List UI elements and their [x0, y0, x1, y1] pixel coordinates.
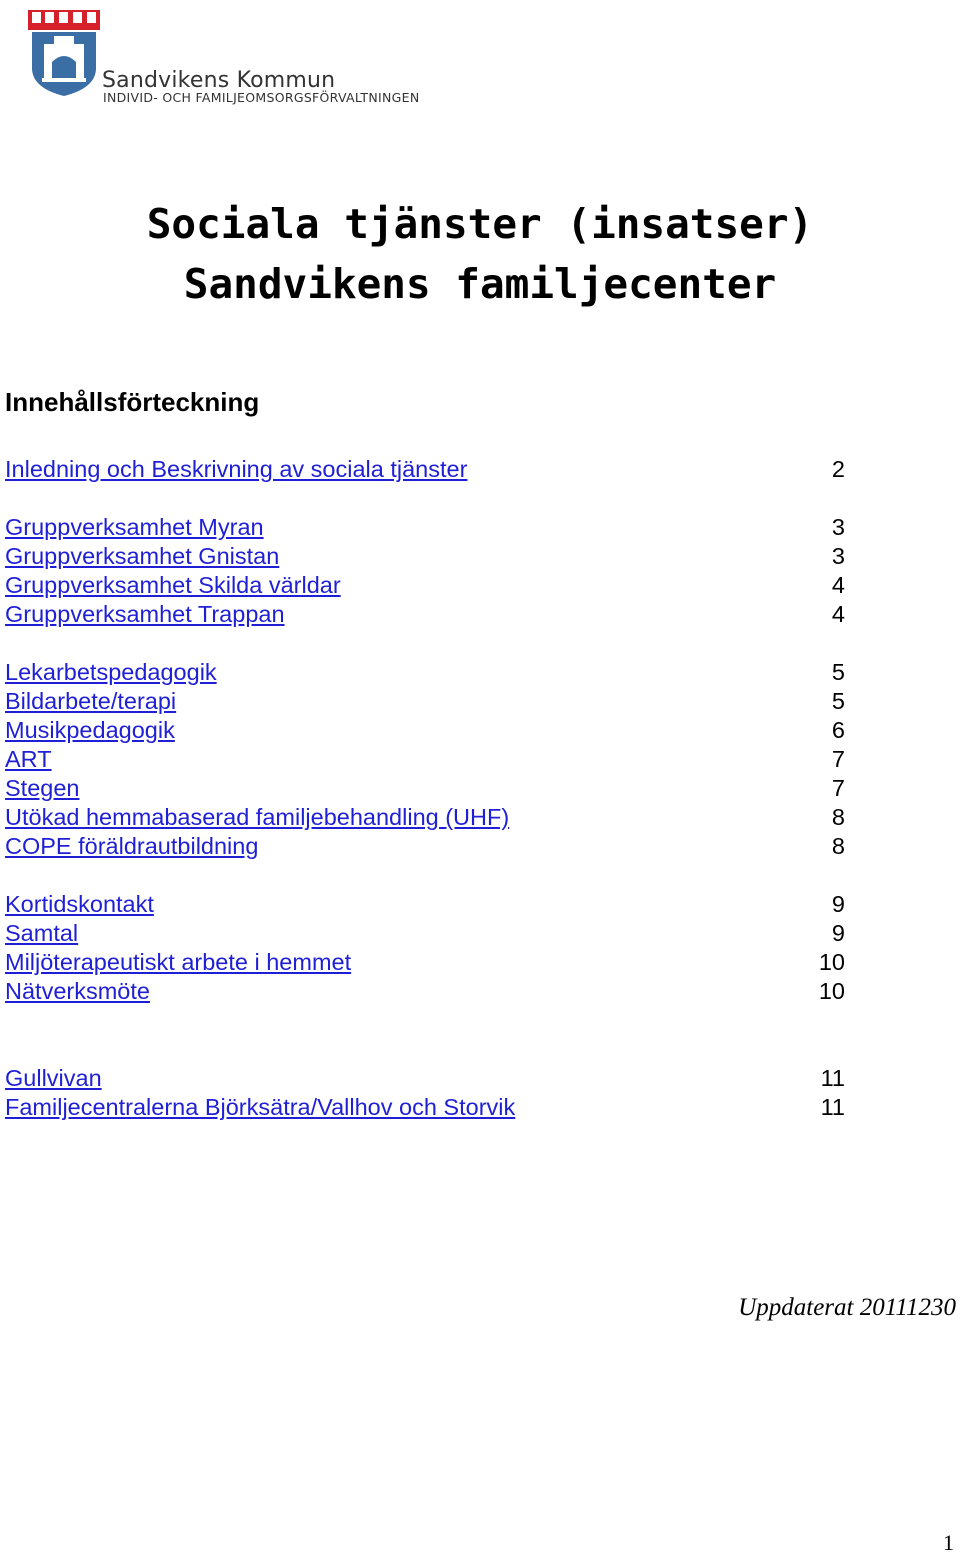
- toc-link[interactable]: Samtal: [5, 920, 79, 946]
- toc-link[interactable]: Gruppverksamhet Myran: [5, 514, 264, 540]
- toc-entry: [5, 571, 845, 600]
- page-number: 1: [943, 1530, 954, 1555]
- toc-entry: [5, 513, 845, 542]
- toc-page-number: 8: [831, 804, 845, 830]
- toc-page-number: 8: [831, 833, 845, 859]
- toc-entry: [5, 600, 845, 629]
- toc-link[interactable]: Kortidskontakt: [5, 891, 154, 917]
- toc-page-number: 5: [831, 688, 845, 714]
- toc-link[interactable]: Utökad hemmabaserad familjebehandling (UHF): [5, 804, 510, 830]
- org-name: Sandvikens Kommun: [102, 68, 336, 93]
- toc-link[interactable]: Gullvivan: [5, 1065, 102, 1091]
- toc-entry: [5, 948, 845, 977]
- toc-page-number: 10: [818, 978, 845, 1004]
- toc-link[interactable]: Lekarbetspedagogik: [5, 659, 217, 685]
- toc-page-number: 3: [831, 543, 845, 569]
- toc-entry: [5, 1064, 845, 1093]
- toc-entry: [5, 890, 845, 919]
- toc-link[interactable]: Miljöterapeutiskt arbete i hemmet: [5, 949, 352, 975]
- toc-entry: [5, 919, 845, 948]
- toc-entry: [5, 658, 845, 687]
- toc-link[interactable]: Gruppverksamhet Trappan: [5, 601, 285, 627]
- toc-link[interactable]: Gruppverksamhet Skilda världar: [5, 572, 341, 598]
- toc-link[interactable]: Familjecentralerna Björksätra/Vallhov och Storvik: [5, 1094, 516, 1120]
- toc-page-number: 9: [831, 891, 845, 917]
- toc-page-number: 2: [831, 456, 845, 482]
- toc-page-number: 7: [831, 746, 845, 772]
- org-logo: [28, 10, 468, 106]
- org-department: INDIVID- OCH FAMILJEOMSORGSFÖRVALTNINGEN: [103, 90, 420, 105]
- toc-link[interactable]: ART: [5, 746, 52, 772]
- toc-page-number: 11: [820, 1094, 845, 1120]
- toc-link[interactable]: Bildarbete/terapi: [5, 688, 177, 714]
- toc-link[interactable]: Nätverksmöte: [5, 978, 150, 1004]
- toc-link[interactable]: Inledning och Beskrivning av sociala tjänster: [5, 456, 468, 482]
- toc-entry: [5, 745, 845, 774]
- toc-page-number: 9: [831, 920, 845, 946]
- toc-entry: [5, 542, 845, 571]
- document-title-line-1: Sociala tjänster (insatser): [146, 200, 814, 248]
- toc-entry: [5, 455, 845, 484]
- toc-page-number: 10: [818, 949, 845, 975]
- toc-link[interactable]: Gruppverksamhet Gnistan: [5, 543, 280, 569]
- toc-page-number: 6: [831, 717, 845, 743]
- toc-entry: [5, 832, 845, 861]
- toc-entry: [5, 716, 845, 745]
- toc-page-number: 4: [831, 572, 845, 598]
- toc-link[interactable]: COPE föräldrautbildning: [5, 833, 259, 859]
- toc-page-number: 4: [831, 601, 845, 627]
- toc-page-number: 11: [820, 1065, 845, 1091]
- toc-entry: [5, 687, 845, 716]
- toc-page-number: 7: [831, 775, 845, 801]
- toc-entry: [5, 977, 845, 1006]
- toc-page-number: 3: [831, 514, 845, 540]
- coat-of-arms-icon: [28, 10, 100, 96]
- toc-link[interactable]: Musikpedagogik: [5, 717, 175, 743]
- toc-entry: [5, 803, 845, 832]
- toc-entry: [5, 1093, 845, 1122]
- toc-entry: [5, 774, 845, 803]
- toc-page-number: 5: [831, 659, 845, 685]
- toc-link[interactable]: Stegen: [5, 775, 80, 801]
- updated-date: Uppdaterat 20111230: [738, 1294, 956, 1321]
- toc-heading: Innehållsförteckning: [5, 387, 260, 417]
- document-title-line-2: Sandvikens familjecenter: [183, 260, 777, 308]
